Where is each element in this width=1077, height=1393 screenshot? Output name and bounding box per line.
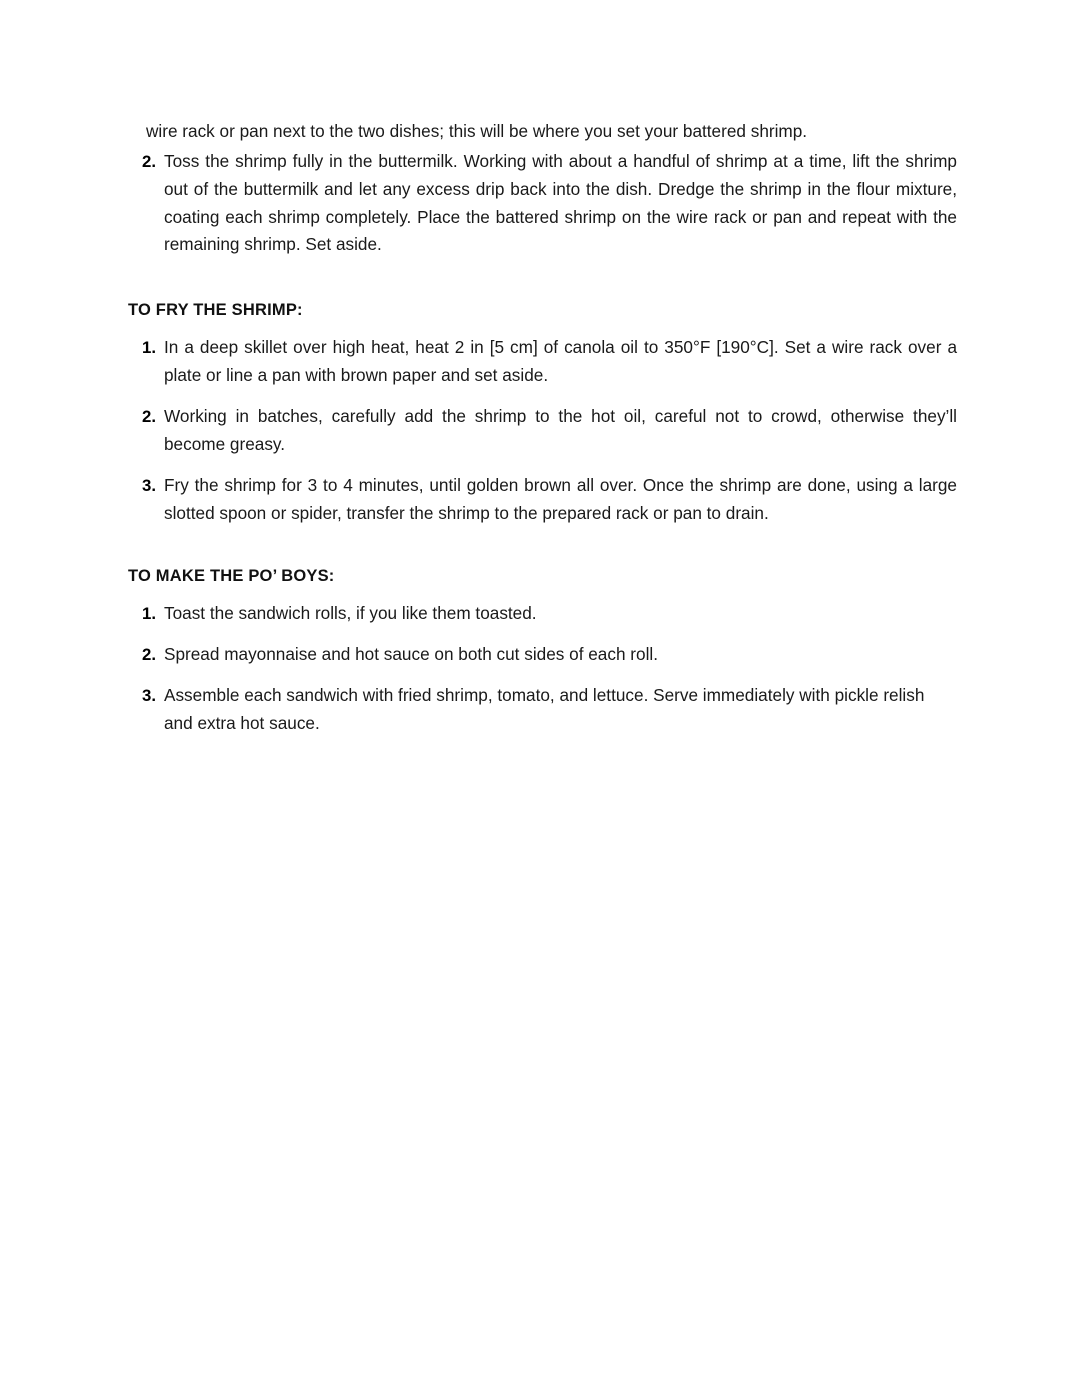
step-number: 2. [142,151,156,171]
step-number: 3. [142,686,156,706]
step-text: In a deep skillet over high heat, heat 2 in [5 cm] of canola oil to 350°F [190°C]. Set a wire rack over a plate or line a pan with brown paper and set aside. [164,337,957,386]
list-item [128,682,957,738]
step-text: Toss the shrimp fully in the buttermilk. Working with about a handful of shrimp at a time, lift the shrimp out of the buttermilk and let any excess drip back into the dish. Dredge the shrimp in the flour mixture, coating each shrimp completely. Place the battered shrimp on the wire rack or pan and repeat with the remaining shrimp. Set aside. [164,150,957,255]
step-number: 3. [142,475,156,495]
step-text: Assemble each sandwich with fried shrimp, tomato, and lettuce. Serve immediately with pickle relish and extra hot sauce. [164,685,925,734]
continuation-step-list [128,148,957,259]
section-make-the-po-boys [128,567,957,737]
step-number: 1. [142,604,156,624]
list-item [128,641,957,669]
section-heading: TO MAKE THE PO’ BOYS: [128,567,335,586]
step-number: 2. [142,645,156,665]
section-heading: TO FRY THE SHRIMP: [128,301,303,320]
step-list [128,334,957,527]
step-number: 2. [142,407,156,427]
list-item [128,600,957,628]
step-text: Fry the shrimp for 3 to 4 minutes, until golden brown all over. Once the shrimp are done, using a large slotted spoon or spider, transfer the shrimp to the prepared rack or pan to drain. [164,474,957,523]
step-text: Spread mayonnaise and hot sauce on both cut sides of each roll. [164,644,658,665]
step-number: 1. [142,338,156,358]
step-list [128,600,957,737]
list-item [128,472,957,528]
step-text: Working in batches, carefully add the shrimp to the hot oil, careful not to crowd, otherwise they’ll become greasy. [164,406,957,454]
step-text: Toast the sandwich rolls, if you like them toasted. [164,603,537,624]
continuation-paragraph: wire rack or pan next to the two dishes; this will be where you set your battered shrimp. [146,121,808,141]
section-fry-the-shrimp [128,301,957,527]
list-item [128,334,957,390]
list-item [128,148,957,259]
list-item [128,403,957,459]
